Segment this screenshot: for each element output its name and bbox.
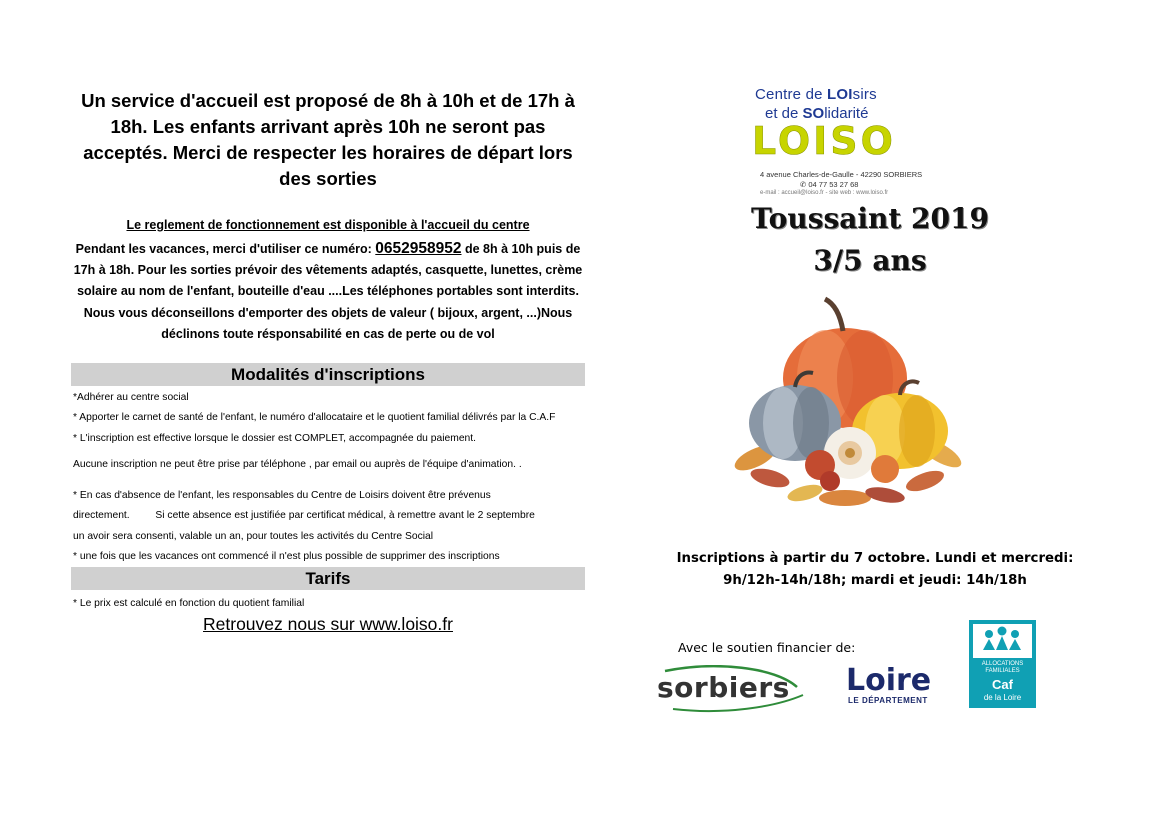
caf-family-icon (969, 620, 1036, 660)
loire-subtitle: LE DÉPARTEMENT (848, 696, 928, 705)
logo-contact: e-mail : accueil@loiso.fr - site web : www.loiso.fr (760, 190, 889, 196)
modalites-heading: Modalités d'inscriptions (71, 363, 585, 386)
website-link[interactable]: Retrouvez nous sur www.loiso.fr (203, 614, 453, 634)
loire-text: Loire (846, 663, 932, 698)
modalite-item: Aucune inscription ne peut être prise par téléphone , par email ou auprès de l'équipe d'animation. . (73, 459, 522, 470)
sorbiers-logo (655, 665, 805, 715)
accueil-info-heading: Un service d'accueil est proposé de 8h à 10h et de 17h à 18h. Les enfants arrivant après 10h ne seront pas acceptés. Merci de respecter les horaires de départ lors des sorties (81, 90, 575, 189)
caf-logo (969, 620, 1036, 708)
vacances-paragraph (70, 238, 586, 345)
loiso-logo-text: LOISO (752, 119, 896, 163)
age-group: 3/5 ans (813, 244, 927, 277)
caf-line1: ALLOCATIONS (981, 661, 1024, 667)
loire-logo (846, 663, 946, 708)
soutien-label: Avec le soutien financier de: (678, 640, 856, 655)
caf-line3: Caf (992, 677, 1013, 692)
modalite-item: * En cas d'absence de l'enfant, les responsables du Centre de Loisirs doivent être prévenus (73, 490, 491, 501)
logo-line2: et de SOlidarité (765, 105, 869, 122)
logo-address: 4 avenue Charles-de-Gaulle - 42290 SORBIERS (760, 170, 923, 179)
tarifs-heading: Tarifs (71, 567, 585, 590)
pumpkins-illustration (725, 283, 980, 523)
sorbiers-text: sorbiers (657, 671, 790, 704)
modalite-item: *Adhérer au centre social (73, 392, 189, 403)
phone-number: 0652958952 (375, 240, 462, 257)
modalite-item: * L'inscription est effective lorsque le dossier est COMPLET, accompagnée du paiement. (73, 433, 476, 444)
tarifs-note: * Le prix est calculé en fonction du quotient familial (73, 598, 305, 609)
vacances-suffix: de 8h à 10h puis de 17h à 18h. Pour les sorties prévoir des vêtements adaptés, casquette, lunettes, crème solaire au nom de l'enfant, bouteille d'eau ....Les téléphones portables sont interdits. Nous vous déconseillons d'emporter des objets de valeur ( bijoux, argent, ...)Nous déclinons toute résponsabilité en cas de perte ou de vol (73, 242, 583, 341)
reglement-notice: Le reglement de fonctionnement est disponible à l'accueil du centre (126, 218, 530, 232)
modalite-item: directement. Si cette absence est justifiée par certificat médical, à remettre avant le 2 septembre (73, 510, 535, 521)
vacances-prefix: Pendant les vacances, merci d'utiliser ce numéro: (75, 242, 376, 256)
caf-line4: de la Loire (983, 693, 1022, 702)
modalite-item: un avoir sera consenti, valable un an, pour toutes les activités du Centre Social (73, 531, 434, 542)
modalite-item: * Apporter le carnet de santé de l'enfant, le numéro d'allocataire et le quotient familial délivrés par la C.A.F (73, 412, 556, 423)
modalite-item: * une fois que les vacances ont commencé il n'est plus possible de supprimer des inscriptions (73, 551, 500, 562)
inscriptions-info: Inscriptions à partir du 7 octobre. Lundi et mercredi: 9h/12h-14h/18h; mardi et jeudi: 14h/18h (676, 551, 1074, 588)
logo-phone: ✆ 04 77 53 27 68 (800, 180, 859, 189)
event-title: Toussaint 2019 (751, 202, 989, 235)
caf-line2: FAMILIALES (985, 668, 1020, 674)
logo-line1: Centre de LOIsirs (755, 86, 877, 103)
